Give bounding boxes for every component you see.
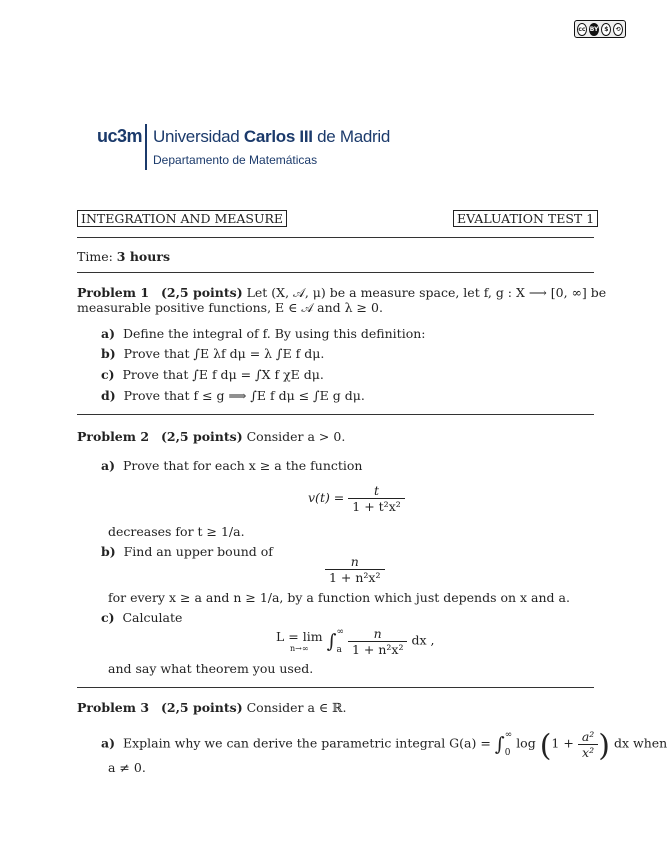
divider: [77, 414, 594, 415]
p2-item-a: a) Prove that for each x ≥ a the function: [101, 458, 363, 473]
p3-item-a: a) Explain why we can derive the parametric integral G(a) = ∫ ∞ 0 log (1 + $\frac{\text{a²}}{\text{x²}}$ ) dx when: [101, 728, 667, 764]
p2-heading: Problem 2 (2,5 points) Consider a > 0.: [77, 429, 346, 444]
p2-b-after: for every x ≥ a and n ≥ 1/a, by a function which just depends on x and a.: [108, 590, 570, 605]
divider: [77, 687, 594, 688]
nc-icon: $: [601, 23, 611, 36]
p2-c-after: and say what theorem you used.: [108, 661, 314, 676]
p2-item-b: b) Find an upper bound of: [101, 544, 273, 559]
p2-a-after: decreases for t ≥ 1/a.: [108, 524, 245, 539]
p2-item-c: c) Calculate: [101, 610, 183, 625]
cc-icon: cc: [577, 23, 587, 36]
p2-formula-c: L = lim n→∞ ∫ ∞ a $\frac{n}{\text{1 + n²x²}}$ dx ,: [276, 625, 435, 657]
divider: [77, 272, 594, 273]
divider: [77, 237, 594, 238]
p3-heading: Problem 3 (2,5 points) Consider a ∈ ℝ.: [77, 700, 347, 715]
p1-item-d: d) Prove that f ≤ g ⟹ ∫E f dμ ≤ ∫E g dμ.: [101, 388, 365, 403]
test-title: EVALUATION TEST 1: [453, 210, 598, 227]
p2-formula-v: v(t) = $\frac{t}{\text{1 + t²x²}}$: [308, 483, 405, 514]
logo-divider: [145, 124, 147, 170]
p3-a-cont: a ≠ 0.: [108, 760, 146, 775]
p1-item-a: a) Define the integral of f. By using this definition:: [101, 326, 426, 341]
uc3m-logo: uc3m: [97, 126, 143, 146]
p1-item-c: c) Prove that ∫E f dμ = ∫X f χE dμ.: [101, 367, 324, 382]
by-icon: BY: [589, 23, 600, 36]
university-name: Universidad Carlos III de Madrid: [153, 127, 391, 146]
license-badge: [574, 20, 626, 38]
time-line: Time: 3 hours: [77, 249, 170, 264]
p1-heading: Problem 1 (2,5 points) Let (X, 𝒜, μ) be a measure space, let f, g : X ⟶ [0, ∞] be: [77, 285, 607, 300]
course-title: INTEGRATION AND MEASURE: [77, 210, 287, 227]
p1-intro: measurable positive functions, E ∈ 𝒜 and λ ≥ 0.: [77, 300, 383, 315]
p2-formula-b: $\frac{n}{\text{1 + n²x²}}$: [325, 554, 385, 585]
department-name: Departamento de Matemáticas: [153, 153, 318, 167]
p1-item-b: b) Prove that ∫E λf dμ = λ ∫E f dμ.: [101, 346, 325, 361]
sa-icon: ⟲: [613, 23, 623, 36]
